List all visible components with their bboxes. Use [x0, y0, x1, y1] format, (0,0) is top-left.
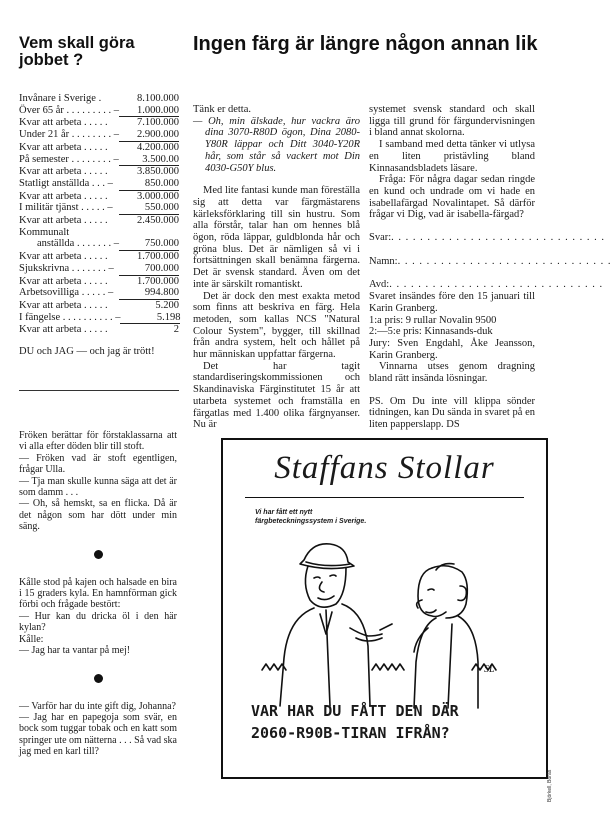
- statistics-label: Kommunalt: [19, 226, 70, 238]
- statistics-row: [19, 191, 179, 203]
- article-paragraph: Med lite fantasi kunde man föreställa sig att detta var färgmästarens kärleksförklaring till sin hustru. Som alla förstår, talar han om hennes blå ögon, röda läppar, guldblonda hår och gröna blus. Det är nämligen så vi i fortsättningen skall benämna färgerna. Det är svensk standard. Även om det inte är särskilt romantiskt.: [193, 185, 360, 290]
- left-article-title: Vem skall göra jobbet ?: [19, 34, 135, 69]
- department-label: Avd:: [369, 279, 390, 291]
- statistics-row: [19, 287, 179, 300]
- article-paragraph: Det är dock den mest exakta metod som finns att beskriva en färg. Hela metoden, som kallas NCS "Natural Colour System", bygger, till skillnad från andra system, helt och hållet på hur människan uppfattar färgerna.: [193, 290, 360, 361]
- statistics-row: [19, 178, 179, 191]
- article-quote: — Oh, min älskade, hur vackra äro dina 3070-R80D ögon, Dina 2080-Y80R läppar och Ditt 3040-Y20R hår, som står så vackert mot Din 4030-G50Y blus.: [193, 115, 360, 174]
- jokes-column: [19, 430, 177, 758]
- statistics-conclusion: DU och JAG — och jag är trött!: [19, 346, 155, 358]
- statistics-label: Kvar att arbeta . . . . .: [19, 141, 108, 153]
- statistics-label: Kvar att arbeta . . . . .: [19, 190, 108, 202]
- statistics-label: Under 21 år . . . . . . . . –: [19, 129, 120, 141]
- statistics-value: 1.700.000: [137, 251, 179, 263]
- statistics-row: [19, 276, 179, 288]
- joke-text: Fröken berättar för förstaklassarna att vi alla efter döden blir till stoft. — Fröken vad är stoft egentligen, frågar Ulla. — Tja man skulle kunna säga att det är som damm . . . — Oh, så hemskt, sa en flicka. Då är det någon som har dött under min säng.: [19, 430, 177, 533]
- bullet-separator: [94, 674, 103, 683]
- statistics-row: [19, 238, 179, 251]
- statistics-label: Kvar att arbeta . . . . .: [19, 117, 108, 129]
- statistics-value: [119, 227, 179, 239]
- statistics-value: 2: [173, 324, 179, 336]
- answer-field-line: [369, 232, 606, 244]
- statistics-value: 3.500.00: [119, 154, 179, 167]
- statistics-value: 550.000: [119, 202, 179, 215]
- name-field-line: [369, 255, 611, 268]
- statistics-label: anställda . . . . . . . –: [37, 238, 119, 250]
- cartoon-subtitle: Vi har fått ett nytt färgbeteckningssystem i Sverige.: [255, 509, 367, 525]
- cartoon-signature: SL: [484, 664, 495, 675]
- statistics-row: [19, 300, 179, 312]
- cartoon-illustration: [222, 510, 547, 710]
- statistics-label: Kvar att arbeta . . . . .: [19, 324, 108, 336]
- statistics-value: 5.200: [155, 299, 179, 311]
- statistics-label: Invånare i Sverige .: [19, 93, 102, 104]
- cartoon-title-underline: [245, 497, 524, 498]
- statistics-row: [19, 263, 179, 276]
- statistics-value: 1.700.000: [137, 275, 179, 287]
- statistics-value: 5.198: [120, 312, 180, 325]
- fill-dots: . . . . . . . . . . . . . . . . . . . . . . . . . . . . . .: [389, 279, 604, 291]
- statistics-value: 2.900.000: [119, 129, 179, 142]
- statistics-label: I fängelse . . . . . . . . . . –: [19, 311, 121, 323]
- statistics-row: [19, 105, 179, 118]
- printer-credit: Björkell, Borås: [547, 769, 553, 802]
- divider: [19, 390, 179, 391]
- article-paragraph: Det har tagit standardiseringskommissionen och Skandinaviska Färginstitutet 15 år att utarbeta systemet och framställa en färgatlas med 1.400 olika färgnyanser. Nu är: [193, 360, 360, 431]
- statistics-value: 8.100.000: [137, 93, 179, 104]
- prize-first: 1:a pris: 9 rullar Novalin 9500: [369, 314, 497, 326]
- statistics-label: I militär tjänst . . . . . –: [19, 202, 113, 214]
- statistics-row: [19, 251, 179, 263]
- article-column-1: [193, 104, 360, 431]
- article-intro: Tänk er detta.: [193, 104, 252, 115]
- right-article-title: Ingen färg är längre någon annan lik: [193, 33, 538, 55]
- cartoon-title: Staffans Stollar: [274, 450, 495, 486]
- cartoon-caption-line: VAR HAR DU FÅTT DEN DÄR: [251, 702, 459, 720]
- statistics-table: [19, 93, 179, 358]
- statistics-label: Kvar att arbeta . . . . .: [19, 299, 108, 311]
- statistics-row: [19, 312, 179, 325]
- statistics-label: Kvar att arbeta . . . . .: [19, 251, 108, 263]
- statistics-label: Kvar att arbeta . . . . .: [19, 275, 108, 287]
- statistics-value: 1.000.000: [119, 105, 179, 118]
- statistics-label: Arbetsovilliga . . . . . –: [19, 287, 114, 299]
- ps-text: PS. Om Du inte vill klippa sönder tidningen, kan Du sända in svaret på en liten papperslapp. DS: [369, 395, 535, 431]
- statistics-value: 750.000: [119, 238, 179, 251]
- cartoon-caption: [251, 700, 521, 744]
- statistics-value: 3.850.000: [137, 166, 179, 178]
- statistics-row: [19, 142, 179, 154]
- name-label: Namn:: [369, 255, 398, 267]
- statistics-row: [19, 227, 179, 239]
- statistics-label: Kvar att arbeta . . . . .: [19, 215, 108, 227]
- joke-text: Kålle stod på kajen och halsade en bira i 15 graders kyla. En hamnförman gick förbi och frågade bestört: — Hur kan du dricka öl i den här kylan? Kålle: — Jag har ta vantar på mej!: [19, 576, 177, 657]
- fill-dots: . . . . . . . . . . . . . . . . . . . . . . . . . . . . . .: [397, 255, 611, 267]
- deadline-text: Svaret insändes före den 15 januari till Karin Granberg.: [369, 291, 535, 314]
- statistics-row: [19, 129, 179, 142]
- answer-label: Svar:: [369, 232, 392, 244]
- article-paragraph: systemet svensk standard och skall ligga till grund för färgundervisningen i bland annat skolorna.: [369, 104, 535, 139]
- statistics-row: [19, 166, 179, 178]
- department-field-line: [369, 279, 604, 291]
- jury-text: Jury: Sven Engdahl, Åke Jeansson, Karin Granberg.: [369, 337, 535, 361]
- joke-text: — Varför har du inte gift dig, Johanna? — Jag har en papegoja som svär, en bock som tuggar tobak och en katt som springer ute om nätterna . . . Så vad ska jag med en karl till?: [19, 700, 177, 758]
- statistics-value: 700.000: [119, 263, 179, 276]
- statistics-label: Kvar att arbeta . . . . .: [19, 166, 108, 178]
- statistics-value: 2.450.000: [137, 215, 179, 227]
- prize-second: 2:—5:e pris: Kinnasands-duk: [369, 326, 493, 338]
- statistics-label: På semester . . . . . . . . –: [19, 153, 119, 165]
- statistics-label: Statligt anställda . . . –: [19, 177, 113, 189]
- statistics-value: 3.000.000: [137, 190, 179, 202]
- statistics-row: [19, 117, 179, 129]
- statistics-row: [19, 215, 179, 227]
- statistics-row: [19, 93, 179, 105]
- bullet-separator: [94, 550, 103, 559]
- statistics-value: 850.000: [119, 178, 179, 191]
- statistics-label: Sjukskrivna . . . . . . . –: [19, 262, 114, 274]
- article-paragraph: I samband med detta tänker vi utlysa en liten pristävling bland Kinnasandsbladets läsare.: [369, 139, 535, 174]
- article-column-2: [369, 104, 611, 431]
- statistics-row: [19, 154, 179, 167]
- statistics-value: 7.100.000: [137, 117, 179, 129]
- winners-text: Vinnarna utses genom dragning bland rätt insända lösningar.: [369, 361, 535, 385]
- statistics-row: [19, 324, 179, 336]
- statistics-value: 994.800: [119, 287, 179, 300]
- statistics-value: 4.200.000: [137, 141, 179, 153]
- fill-dots: . . . . . . . . . . . . . . . . . . . . . . . . . . . . . .: [391, 232, 606, 244]
- statistics-label: Över 65 år . . . . . . . . . –: [19, 104, 120, 116]
- cartoon-caption-line: 2060-R90B-TIRAN IFRÅN?: [251, 724, 450, 742]
- statistics-row: [19, 202, 179, 215]
- contest-question: Fråga: För några dagar sedan ringde en kund och undrade om vi hade en isabellafärgad Novalintapet. Så därför frågar vi Dig, vad är isabella-färgad?: [369, 174, 535, 221]
